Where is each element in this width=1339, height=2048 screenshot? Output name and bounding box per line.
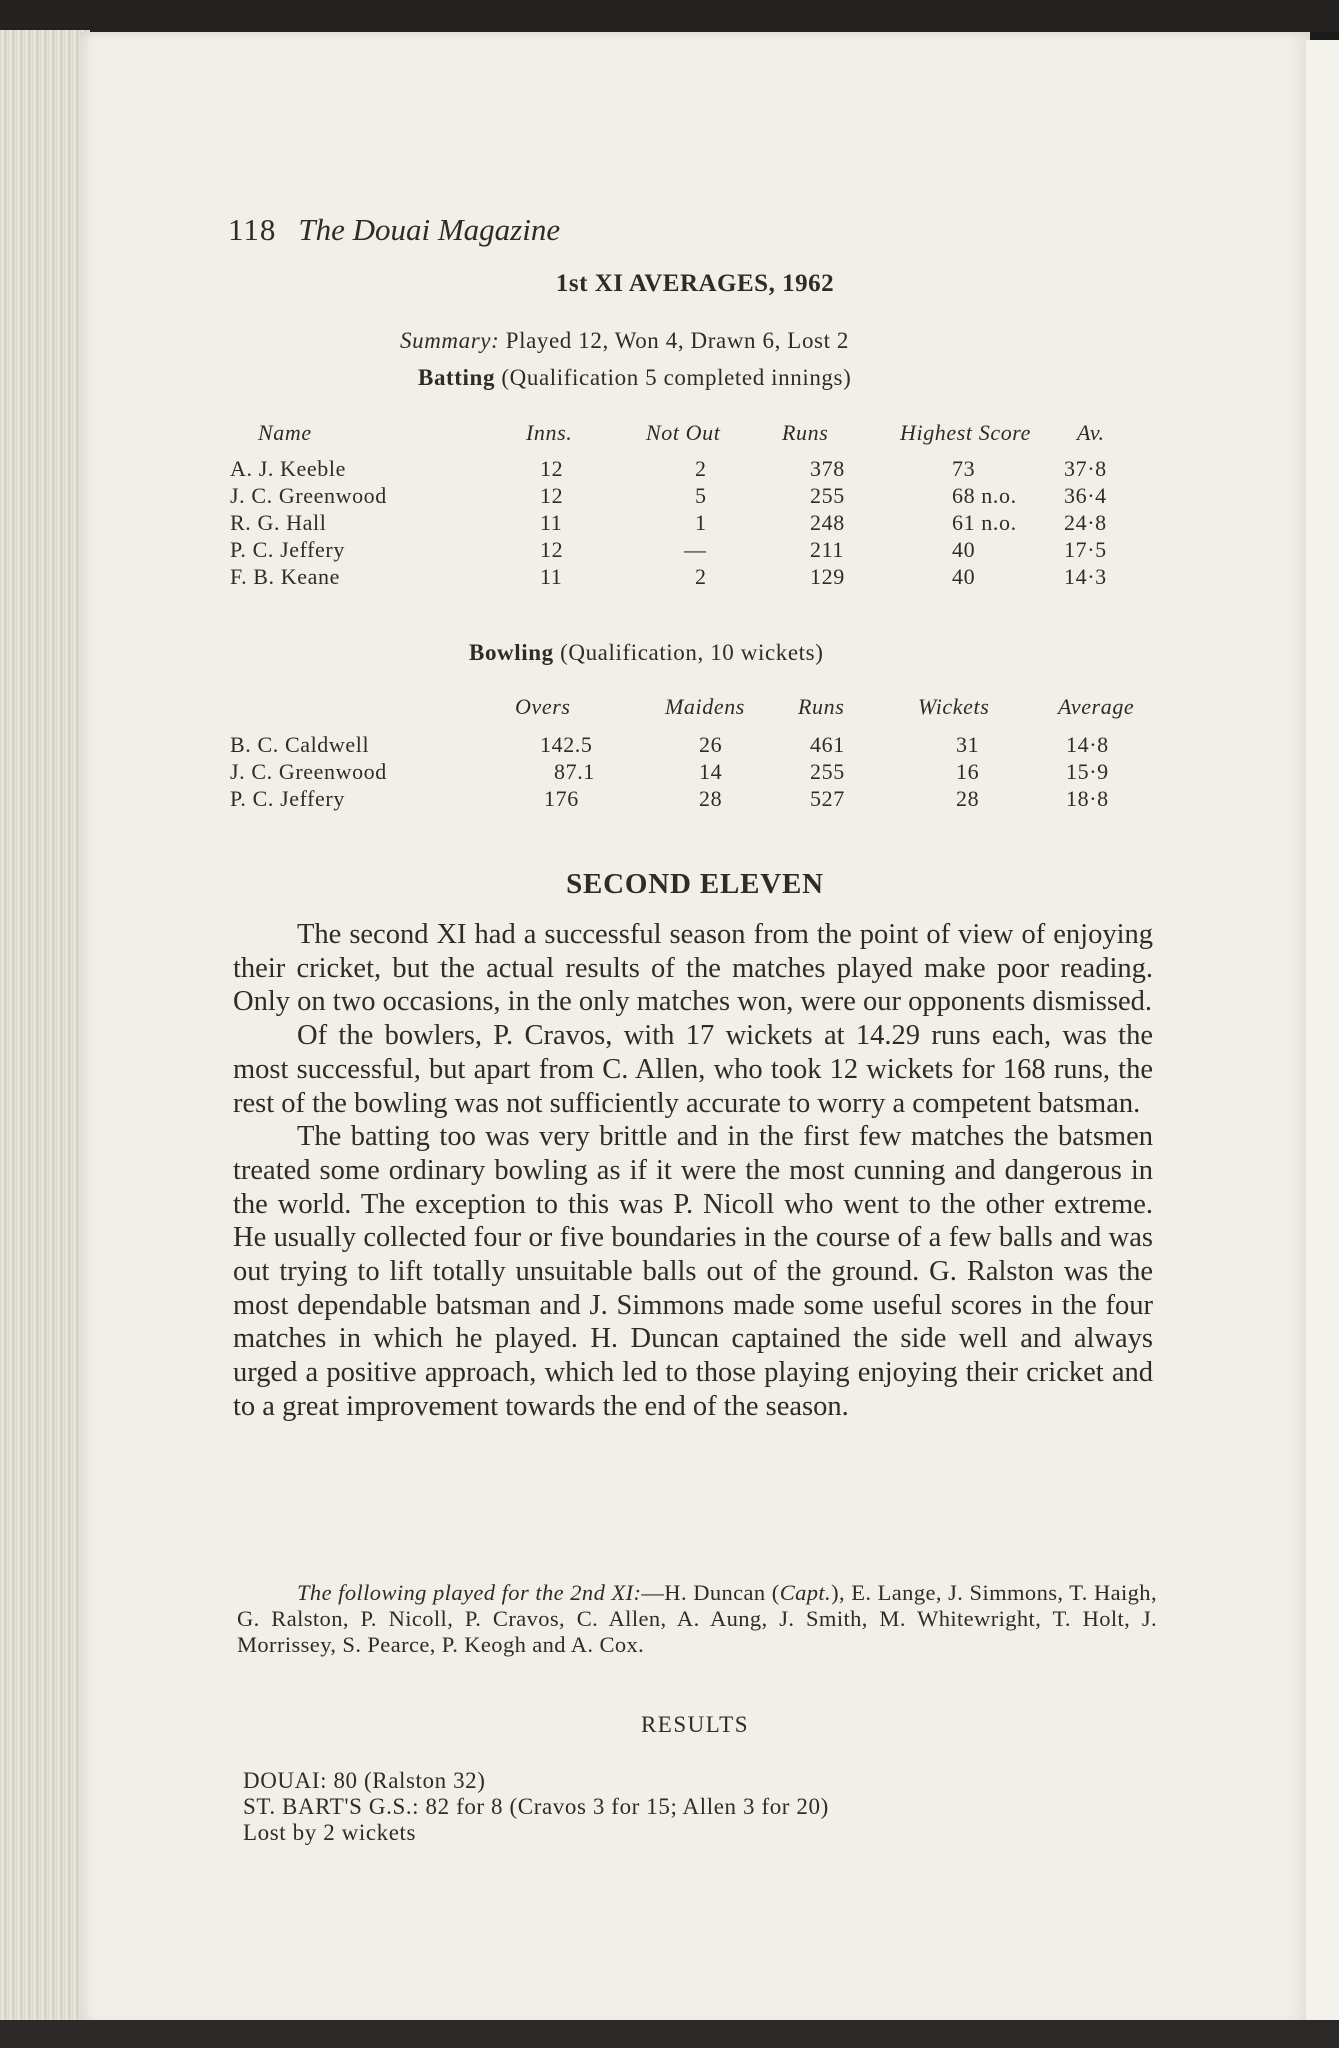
bowler-name: P. C. Jeffery bbox=[230, 786, 345, 811]
innings: 11 bbox=[540, 564, 563, 589]
runs: 248 bbox=[810, 510, 845, 535]
report-paragraph: The second XI had a successful season from the point of view of enjoying their cricket, but the actual results of the matches played make poor reading. Only on two occasions, in the only matches won, were our opponents dismissed. bbox=[233, 919, 1153, 1018]
col-header-name: Name bbox=[258, 420, 312, 445]
highest-score: 40 bbox=[952, 537, 976, 562]
innings: 11 bbox=[540, 510, 563, 535]
wickets: 16 bbox=[956, 759, 980, 784]
batting-qualification: (Qualification 5 completed innings) bbox=[501, 365, 852, 390]
not-out: 5 bbox=[695, 483, 707, 508]
summary-text: Played 12, Won 4, Drawn 6, Lost 2 bbox=[505, 328, 850, 353]
not-out: 2 bbox=[695, 456, 707, 481]
bowling-heading bbox=[469, 640, 823, 666]
bowling-qualification: (Qualification, 10 wickets) bbox=[560, 640, 824, 665]
overs: 87.1 bbox=[554, 759, 595, 784]
runs: 461 bbox=[810, 732, 845, 757]
innings: 12 bbox=[540, 483, 564, 508]
col-header-maidens: Maidens bbox=[665, 694, 745, 719]
highest-score: 40 bbox=[952, 564, 976, 589]
results-heading: RESULTS bbox=[640, 1712, 750, 1737]
batter-name: P. C. Jeffery bbox=[230, 537, 345, 562]
average: 36·4 bbox=[1064, 483, 1107, 508]
players-intro: The following played for the 2nd XI: bbox=[297, 1580, 642, 1605]
not-out: 1 bbox=[695, 510, 707, 535]
captain-abbrev: Capt. bbox=[779, 1580, 832, 1605]
batting-label: Batting bbox=[418, 365, 496, 390]
overs: 142.5 bbox=[540, 732, 593, 757]
not-out: — bbox=[684, 537, 707, 562]
batter-name: F. B. Keane bbox=[230, 564, 340, 589]
innings: 12 bbox=[540, 537, 564, 562]
average: 18·8 bbox=[1066, 786, 1109, 811]
players-names: ), E. Lange, J. Simmons, T. Haigh, G. Ralston, P. Nicoll, P. Cravos, C. Allen, A. Aung, J. Smith, M. Whitewright, T. Holt, J. Morrissey, S. Pearce, P. Keogh and A. Cox. bbox=[237, 1580, 1157, 1657]
book-top-edge bbox=[0, 0, 1339, 32]
batter-name: J. C. Greenwood bbox=[230, 483, 387, 508]
results-block bbox=[243, 1768, 829, 1846]
highest-score: 73 bbox=[952, 456, 976, 481]
col-header-overs: Overs bbox=[515, 694, 571, 719]
runs: 527 bbox=[810, 786, 845, 811]
result-line: Lost by 2 wickets bbox=[243, 1820, 417, 1845]
highest-score: 68 n.o. bbox=[952, 483, 1017, 508]
players-paragraph bbox=[237, 1580, 1157, 1658]
wickets: 28 bbox=[956, 786, 980, 811]
wickets: 31 bbox=[956, 732, 980, 757]
bowler-name: J. C. Greenwood bbox=[230, 759, 387, 784]
innings: 12 bbox=[540, 456, 564, 481]
average: 14·8 bbox=[1066, 732, 1109, 757]
average: 15·9 bbox=[1066, 759, 1109, 784]
running-header bbox=[228, 212, 560, 248]
second-eleven-report bbox=[233, 918, 1153, 1424]
col-header-not-out: Not Out bbox=[646, 420, 721, 445]
bowler-name: B. C. Caldwell bbox=[230, 732, 370, 757]
col-header-average: Av. bbox=[1077, 420, 1105, 445]
highest-score: 61 n.o. bbox=[952, 510, 1017, 535]
average: 17·5 bbox=[1064, 537, 1107, 562]
runs: 378 bbox=[810, 456, 845, 481]
publication-title: The Douai Magazine bbox=[298, 212, 561, 247]
second-eleven-heading: SECOND ELEVEN bbox=[566, 868, 824, 900]
averages-title: 1st XI AVERAGES, 1962 bbox=[555, 270, 835, 297]
col-header-highest-score: Highest Score bbox=[900, 420, 1032, 445]
average: 24·8 bbox=[1064, 510, 1107, 535]
maidens: 28 bbox=[699, 786, 723, 811]
players-dash: —H. Duncan ( bbox=[641, 1580, 780, 1605]
not-out: 2 bbox=[695, 564, 707, 589]
result-line: ST. BART'S G.S.: 82 for 8 (Cravos 3 for 15; Allen 3 for 20) bbox=[243, 1794, 829, 1819]
result-line: DOUAI: 80 (Ralston 32) bbox=[243, 1768, 486, 1793]
players-list bbox=[237, 1580, 1157, 1658]
runs: 255 bbox=[810, 759, 845, 784]
season-summary bbox=[400, 328, 849, 354]
average: 14·3 bbox=[1064, 564, 1107, 589]
col-header-runs: Runs bbox=[798, 694, 845, 719]
col-header-inns: Inns. bbox=[526, 420, 573, 445]
col-header-average: Average bbox=[1058, 694, 1135, 719]
page-number: 118 bbox=[228, 212, 277, 247]
summary-label: Summary: bbox=[400, 328, 500, 353]
maidens: 14 bbox=[699, 759, 723, 784]
col-header-runs: Runs bbox=[782, 420, 829, 445]
batter-name: R. G. Hall bbox=[230, 510, 327, 535]
runs: 255 bbox=[810, 483, 845, 508]
book-bottom-edge bbox=[0, 2020, 1339, 2048]
report-paragraph: The batting too was very brittle and in the first few matches the batsmen treated some ordinary bowling as if it were the most cunning and dangerous in the world. The exception to this was P. Nicoll who went to the other extreme. He usually collected four or five boundaries in the course of a few balls and was out trying to lift totally unsuitable balls out of the ground. G. Ralston was the most dependable batsman and J. Simmons made some useful scores in the four matches in which he played. H. Duncan captained the side well and always urged a positive approach, which led to those playing enjoying their cricket and to a great improvement towards the end of the season. bbox=[233, 1121, 1153, 1422]
runs: 211 bbox=[810, 537, 844, 562]
bowling-label: Bowling bbox=[469, 640, 554, 665]
batting-heading bbox=[418, 365, 851, 391]
report-paragraph: Of the bowlers, P. Cravos, with 17 wickets at 14.29 runs each, was the most successful, but apart from C. Allen, who took 12 wickets for 168 runs, the rest of the bowling was not sufficiently accurate to worry a competent batsman. bbox=[233, 1020, 1153, 1119]
col-header-wickets: Wickets bbox=[918, 694, 990, 719]
batter-name: A. J. Keeble bbox=[230, 456, 346, 481]
overs: 176 bbox=[544, 786, 579, 811]
runs: 129 bbox=[810, 564, 845, 589]
maidens: 26 bbox=[699, 732, 723, 757]
average: 37·8 bbox=[1064, 456, 1107, 481]
